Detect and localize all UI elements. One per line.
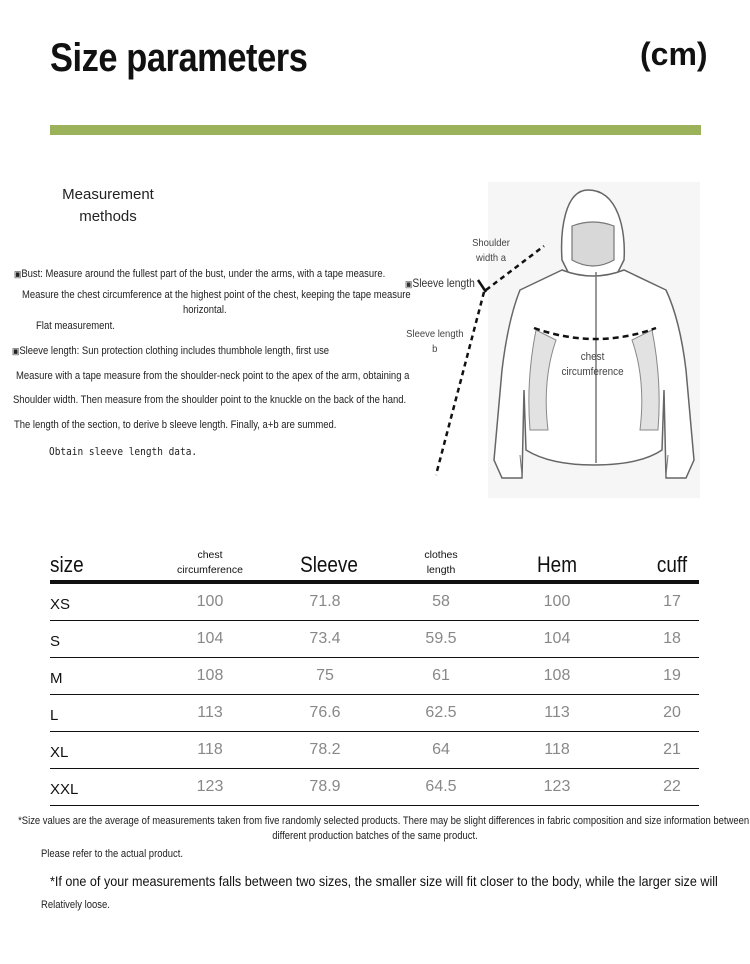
header-cuff: cuff xyxy=(656,552,688,577)
chest-circumference-label: chest circumference xyxy=(561,351,624,378)
method-line-section: The length of the section, to derive b sleeve length. Finally, a+b are summed. xyxy=(14,419,337,431)
sleeve-length-b-label: Sleeve length b xyxy=(406,328,464,355)
box-glyph-icon: ▣ xyxy=(12,346,20,356)
methods-heading-line2: methods xyxy=(79,208,137,225)
note-batches: different production batches of the same product. xyxy=(272,830,478,842)
page-title: Size parameters xyxy=(50,36,308,80)
table-row: M 108 75 61 108 19 xyxy=(50,658,699,695)
method-line-chest: Measure the chest circumference at the highest point of the chest, keeping the tape measure xyxy=(22,289,411,301)
table-row: S 104 73.4 59.5 104 18 xyxy=(50,621,699,658)
sleeve-length-label: ▣Sleeve length xyxy=(405,276,475,290)
note-between-sizes: *If one of your measurements falls between two sizes, the smaller size will fit closer to the body, while the larger size will xyxy=(50,873,718,889)
table-header xyxy=(50,548,699,584)
table-row: XS 100 71.8 58 100 17 xyxy=(50,584,699,621)
methods-heading-line1: Measurement xyxy=(62,186,154,203)
method-line-flat: Flat measurement. xyxy=(36,320,115,332)
accent-divider xyxy=(50,125,701,135)
methods-heading xyxy=(50,184,166,228)
method-line-bust: ▣Bust: Measure around the fullest part of the bust, under the arms, with a tape measure. xyxy=(14,268,386,280)
table-row: XXL 123 78.9 64.5 123 22 xyxy=(50,769,699,806)
table-row: L 113 76.6 62.5 113 20 xyxy=(50,695,699,732)
size-table xyxy=(50,548,699,806)
note-refer: Please refer to the actual product. xyxy=(41,848,183,860)
note-loose: Relatively loose. xyxy=(41,899,110,911)
table-row: XL 118 78.2 64 118 21 xyxy=(50,732,699,769)
header-chest: chest circumference xyxy=(177,549,243,576)
box-glyph-icon: ▣ xyxy=(14,269,22,279)
method-line-horizontal: horizontal. xyxy=(183,304,227,316)
method-line-sleeve: ▣Sleeve length: Sun protection clothing includes thumbhole length, first use xyxy=(12,345,330,357)
unit-label: (cm) xyxy=(640,36,708,72)
shoulder-tick xyxy=(478,280,486,292)
header-sleeve: Sleeve xyxy=(300,552,358,577)
method-line-obtain: Obtain sleeve length data. xyxy=(49,445,198,458)
method-line-shoulder: Shoulder width. Then measure from the shoulder point to the knuckle on the back of the hand. xyxy=(13,394,407,406)
header-hem: Hem xyxy=(537,552,577,577)
header-clothes-length: clothes length xyxy=(424,549,458,576)
hood-face-opening xyxy=(572,222,614,266)
shoulder-width-label: Shoulder width a xyxy=(472,237,510,264)
header-size: size xyxy=(50,552,84,577)
box-glyph-icon: ▣ xyxy=(405,279,413,289)
note-average: *Size values are the average of measurements taken from five randomly selected products. There may be slight differences in fabric composition and size information between xyxy=(18,815,750,827)
method-line-tape: Measure with a tape measure from the shoulder-neck point to the apex of the arm, obtaining a xyxy=(16,370,410,382)
sleeve-dashed-line xyxy=(436,292,484,475)
